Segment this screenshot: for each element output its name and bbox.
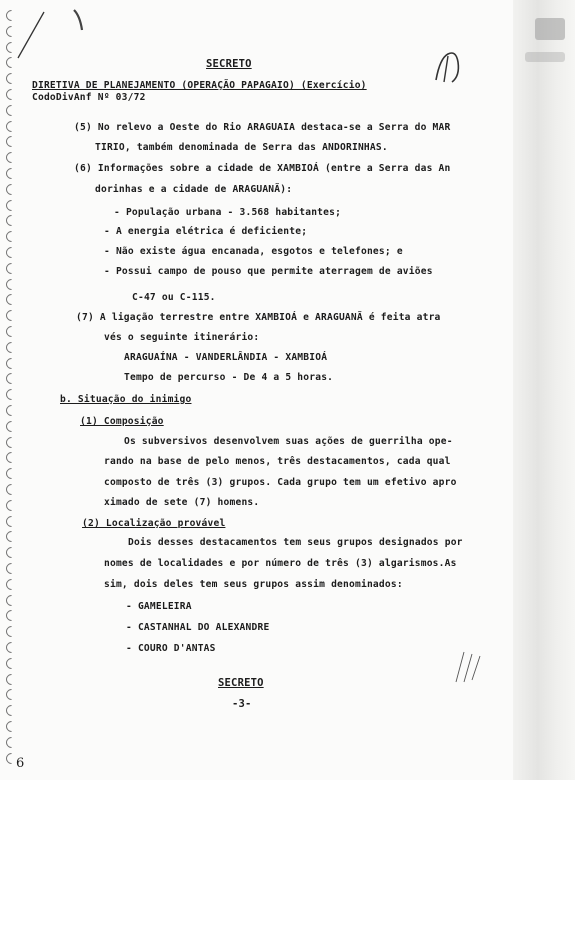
binder-hole (4, 213, 20, 229)
binder-hole (4, 608, 20, 624)
binder-hole (4, 87, 20, 103)
classification-footer: SECRETO (218, 677, 264, 689)
section-heading: b. Situação do inimigo (60, 394, 192, 405)
binder-hole (4, 450, 20, 466)
binder-hole (4, 118, 20, 134)
text-line: C-47 ou C-115. (132, 292, 216, 303)
binder-hole (4, 166, 20, 182)
blank-scan-area (0, 780, 575, 947)
text-line: (5) No relevo a Oeste do Rio ARAGUAIA destaca-se a Serra do MAR (74, 122, 451, 133)
binder-hole (4, 671, 20, 687)
binder-hole (4, 150, 20, 166)
document-reference: CodoDivAnf Nº 03/72 (32, 92, 146, 103)
text-line: rando na base de pelo menos, três destacamentos, cada qual (104, 456, 451, 467)
classification-header: SECRETO (206, 58, 252, 70)
binder-hole (4, 735, 20, 751)
binder-hole (4, 513, 20, 529)
binder-hole (4, 229, 20, 245)
list-item: - GAMELEIRA (126, 601, 192, 612)
binder-hole (4, 261, 20, 277)
subsection-heading: (2) Localização provável (82, 518, 226, 529)
binder-hole (4, 324, 20, 340)
binder-hole (4, 419, 20, 435)
binder-hole (4, 292, 20, 308)
binder-hole (4, 640, 20, 656)
binder-hole (4, 561, 20, 577)
margin-page-number: 6 (16, 756, 25, 771)
text-line: ARAGUAÍNA - VANDERLÂNDIA - XAMBIOÁ (124, 352, 328, 363)
edge-smudge (525, 52, 565, 62)
text-line: - Possui campo de pouso que permite aterragem de aviões (104, 266, 433, 277)
binder-hole (4, 624, 20, 640)
directive-title: DIRETIVA DE PLANEJAMENTO (OPERAÇÃO PAPAGAIO) (Exercício) (32, 80, 367, 91)
binder-hole (4, 245, 20, 261)
list-item: - CASTANHAL DO ALEXANDRE (126, 622, 270, 633)
binder-holes (2, 10, 18, 780)
text-line: ximado de sete (7) homens. (104, 497, 260, 508)
text-line: nomes de localidades e por número de três (3) algarismos.As (104, 558, 457, 569)
text-line: (7) A ligação terrestre entre XAMBIOÁ e ARAGUANÃ é feita atra (76, 312, 441, 323)
binder-hole (4, 387, 20, 403)
binder-hole (4, 182, 20, 198)
binder-hole (4, 403, 20, 419)
binder-hole (4, 197, 20, 213)
text-line: Tempo de percurso - De 4 a 5 horas. (124, 372, 334, 383)
scanned-page-edge (513, 0, 575, 780)
edge-smudge (535, 18, 565, 40)
text-line: - População urbana - 3.568 habitantes; (114, 207, 342, 218)
binder-hole (4, 687, 20, 703)
pen-stroke-mark (14, 6, 94, 66)
binder-hole (4, 308, 20, 324)
binder-hole (4, 355, 20, 371)
binder-hole (4, 103, 20, 119)
text-line: vés o seguinte itinerário: (104, 332, 260, 343)
binder-hole (4, 482, 20, 498)
text-line: composto de três (3) grupos. Cada grupo tem um efetivo apro (104, 477, 457, 488)
text-line: TIRIO, também denominada de Serra das ANDORINHAS. (95, 142, 388, 153)
text-line: dorinhas e a cidade de ARAGUANÃ): (95, 184, 293, 195)
binder-hole (4, 466, 20, 482)
binder-hole (4, 371, 20, 387)
text-line: sim, dois deles tem seus grupos assim denominados: (104, 579, 403, 590)
text-line: Os subversivos desenvolvem suas ações de guerrilha ope- (124, 436, 453, 447)
text-line: - Não existe água encanada, esgotos e telefones; e (104, 246, 403, 257)
binder-hole (4, 340, 20, 356)
binder-hole (4, 434, 20, 450)
text-line: - A energia elétrica é deficiente; (104, 226, 308, 237)
binder-hole (4, 498, 20, 514)
binder-hole (4, 134, 20, 150)
text-line: Dois desses destacamentos tem seus grupos designados por (128, 537, 463, 548)
binder-hole (4, 592, 20, 608)
list-item: - COURO D'ANTAS (126, 643, 216, 654)
binder-hole (4, 719, 20, 735)
binder-hole (4, 656, 20, 672)
binder-hole (4, 276, 20, 292)
binder-hole (4, 529, 20, 545)
subsection-heading: (1) Composição (80, 416, 164, 427)
handwritten-initial-mark (430, 48, 470, 88)
binder-hole (4, 577, 20, 593)
page-number: -3- (232, 698, 252, 710)
binder-hole (4, 545, 20, 561)
binder-hole (4, 71, 20, 87)
binder-hole (4, 703, 20, 719)
scribble-mark (450, 646, 490, 686)
text-line: (6) Informações sobre a cidade de XAMBIOÁ (entre a Serra das An (74, 163, 451, 174)
